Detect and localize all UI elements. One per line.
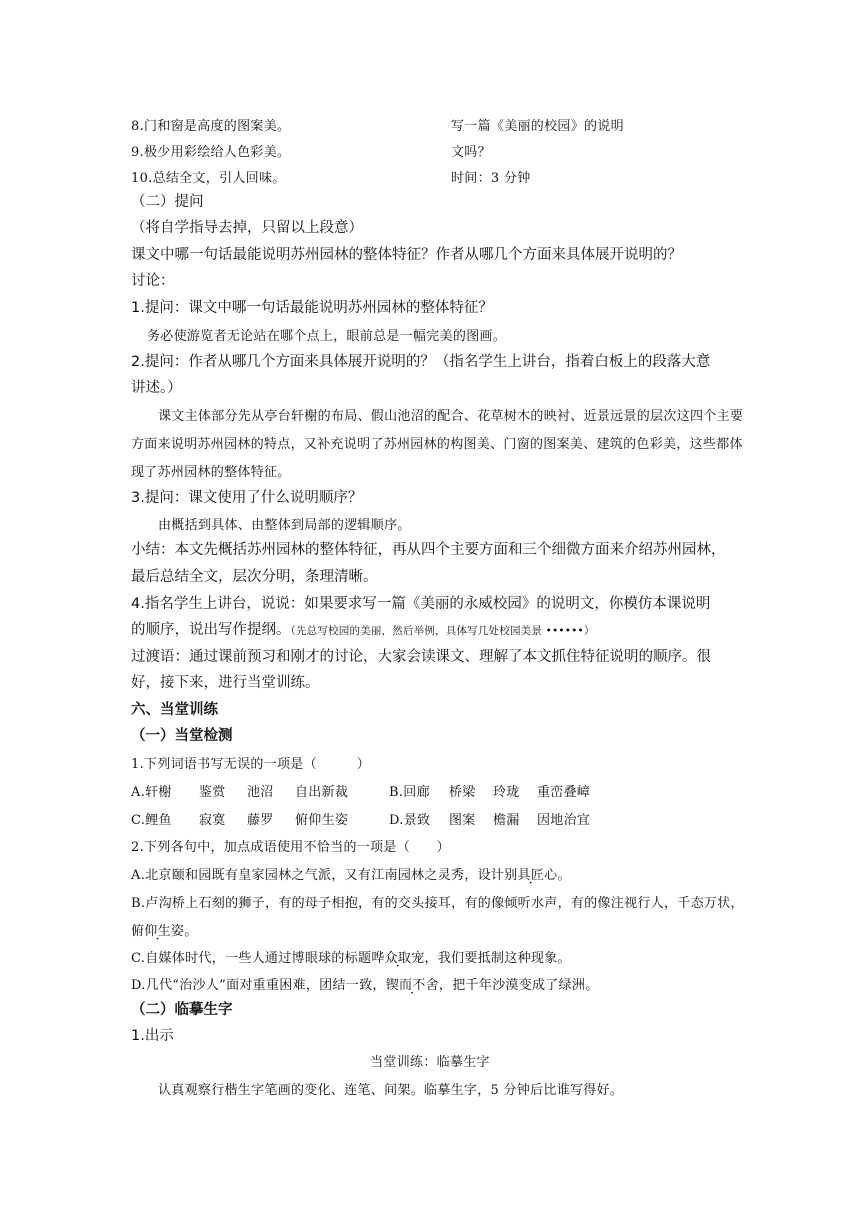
exercise-2-stem: 2.下列各句中，加点成语使用不恰当的一项是（ ） <box>131 840 450 855</box>
option-c-word-4: 俯仰生姿 <box>295 813 349 828</box>
question-3: 3.提问：课文使用了什么说明顺序？ <box>131 490 363 506</box>
option-c-text: C.自媒体时代，一些人通过博眼球的标题 <box>131 951 372 966</box>
option-d-word-2: 图案 <box>449 813 476 828</box>
option-b-word-2: 桥梁 <box>449 785 476 800</box>
transition-line-2: 好，接下来，进行当堂训练。 <box>131 675 320 691</box>
outline-item-8: 8.门和窗是高度的图案美。 <box>131 119 291 134</box>
option-a-word-3: 池沼 <box>247 785 274 800</box>
option-b-word-3: 玲珑 <box>493 785 520 800</box>
teacher-note: （将自学指导去掉，只留以上段意） <box>131 220 363 236</box>
option-a-word-1: A.轩榭 <box>131 785 172 800</box>
practice-instruction: 认真观察行楷生字笔画的变化、连笔、间架。临摹生字，5 分钟后比谁写得好。 <box>158 1083 624 1098</box>
section-6-heading: 六、当堂训练 <box>131 702 218 718</box>
dotted-idiom-d: 锲而不舍 <box>385 978 439 993</box>
option-a-end: 。 <box>557 868 571 883</box>
question-4-note: （先总写校园的美丽，然后举例，具体写几处校园美景 ••••••） <box>290 625 595 637</box>
option-b-end: 。 <box>184 924 198 939</box>
option-a-word-4: 自出新裁 <box>295 785 349 800</box>
exercise-1-option-a <box>131 781 348 800</box>
answer-1: 务必使游览者无论站在哪个点上，眼前总是一幅完美的图画。 <box>147 329 507 344</box>
answer-2-line-2: 方面来说明苏州园林的特点，又补充说明了苏州园林的构图美、门窗的图案美、建筑的色彩美，这些都体 <box>131 437 743 452</box>
exercise-2-option-d <box>131 974 599 993</box>
outline-item-10: 10.总结全文，引人回味。 <box>131 171 286 186</box>
practice-title: 当堂训练：临摹生字 <box>370 1055 490 1070</box>
question-1: 1.提问：课文中哪一句话最能说明苏州园林的整体特征？ <box>131 300 493 316</box>
option-c-word-2: 寂寞 <box>199 813 226 828</box>
answer-3: 由概括到具体、由整体到局部的逻辑顺序。 <box>158 518 411 533</box>
transition-line-1: 过渡语：通过课前预习和刚才的讨论，大家会读课文、理解了本文抓住特征说明的顺序。很 <box>131 649 711 665</box>
question-4-text: 的顺序，说出写作提纲。 <box>131 622 291 638</box>
discussion-label: 讨论： <box>131 273 175 289</box>
section-heading-question: （二）提问 <box>131 194 204 210</box>
exercise-2-option-b-cont <box>131 920 198 939</box>
question-2-line-2: 讲述。） <box>131 380 182 396</box>
option-a-word-2: 鉴赏 <box>199 785 226 800</box>
dotted-idiom-a: 别具匠心 <box>504 868 558 883</box>
option-d-text: D.几代“治沙人”面对重重困难，团结一致， <box>131 978 386 993</box>
question-4-line-2 <box>131 618 595 639</box>
option-d-word-3: 檐漏 <box>493 813 520 828</box>
task-time: 时间：3 分钟 <box>451 171 531 186</box>
dotted-idiom-b: 俯仰生姿 <box>131 924 185 939</box>
show-label: 1.出示 <box>131 1028 174 1044</box>
dotted-idiom-c: 哗众取宠 <box>371 951 425 966</box>
subsection-class-test: （一）当堂检测 <box>131 728 233 744</box>
exercise-1-option-b <box>389 781 590 800</box>
option-a-text: A.北京颐和园既有皇家园林之气派，又有江南园林之灵秀，设计 <box>131 868 505 883</box>
option-c-word-1: C.鲤鱼 <box>131 813 172 828</box>
option-d-end: ，把千年沙漠变成了绿洲。 <box>438 978 599 993</box>
option-c-word-3: 藤罗 <box>247 813 274 828</box>
answer-2-line-1: 课文主体部分先从亭台轩榭的布局、假山池沼的配合、花草树木的映衬、近景远景的层次这四个主要 <box>158 409 744 424</box>
exercise-1-option-d <box>389 809 590 828</box>
exercise-1-stem: 1.下列词语书写无误的一项是（ ） <box>131 757 371 772</box>
exercise-2-option-c <box>131 947 571 966</box>
exercise-1-option-c <box>131 809 348 828</box>
question-2-line-1: 2.提问：作者从哪几个方面来具体展开说明的？（指名学生上讲台，指着白板上的段落大意 <box>131 354 711 370</box>
summary-line-1: 小结：本文先概括苏州园林的整体特征，再从四个主要方面和三个细微方面来介绍苏州园林， <box>131 542 726 558</box>
exercise-2-option-a <box>131 864 571 883</box>
task-line-2: 文吗？ <box>451 145 491 160</box>
option-b-word-1: B.回廊 <box>389 785 430 800</box>
subsection-copy-characters: （二）临摹生字 <box>131 1002 233 1018</box>
summary-line-2: 最后总结全文，层次分明，条理清晰。 <box>131 569 378 585</box>
option-b-word-4: 重峦叠嶂 <box>537 785 591 800</box>
answer-2-line-3: 现了苏州园林的整体特征。 <box>131 465 291 480</box>
outline-item-9: 9.极少用彩绘给人色彩美。 <box>131 145 291 160</box>
task-line-1: 写一篇《美丽的校园》的说明 <box>451 119 624 134</box>
exercise-2-option-b: B.卢沟桥上石刻的狮子，有的母子相抱，有的交头接耳，有的像倾听水声，有的像注视行人，千态万状， <box>131 896 744 911</box>
option-d-word-4: 因地治宜 <box>537 813 591 828</box>
question-4-line-1: 4.指名学生上讲台，说说：如果要求写一篇《美丽的永威校园》的说明文，你模仿本课说明 <box>131 596 711 612</box>
option-d-word-1: D.景致 <box>389 813 431 828</box>
main-question: 课文中哪一句话最能说明苏州园林的整体特征？作者从哪几个方面来具体展开说明的？ <box>131 247 682 263</box>
option-c-end: ，我们要抵制这种现象。 <box>424 951 571 966</box>
